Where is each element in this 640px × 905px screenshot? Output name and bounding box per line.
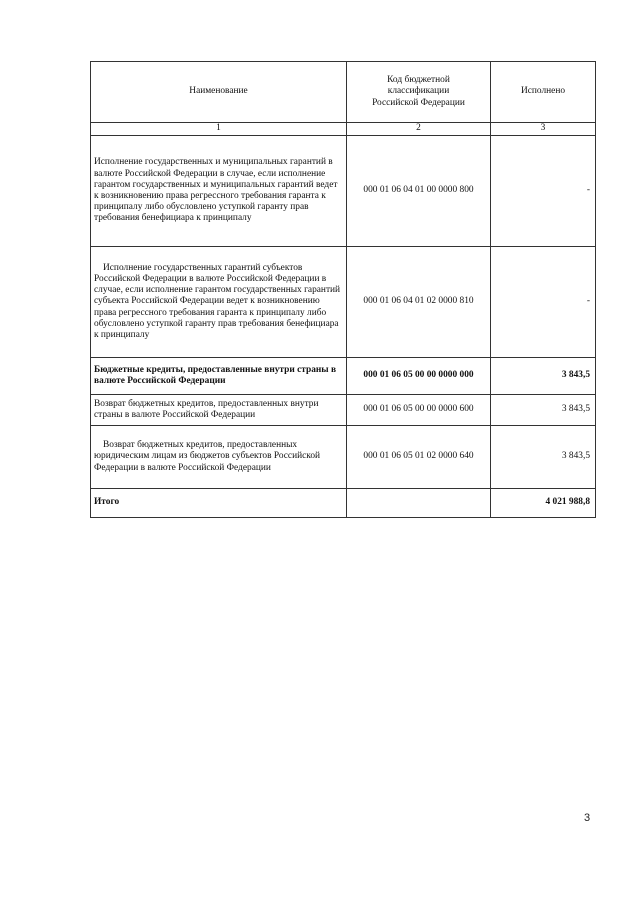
row-name: Возврат бюджетных кредитов, предоставленных внутри страны в валюте Российской Федерации: [91, 395, 347, 426]
total-label: Итого: [91, 489, 347, 518]
budget-execution-table: [90, 61, 596, 518]
column-number-row: [91, 123, 596, 136]
header-name: Наименование: [91, 62, 347, 123]
row-name: Возврат бюджетных кредитов, предоставленных юридическим лицам из бюджетов субъектов Российской Федерации в валюте Российской Федерации: [91, 426, 347, 489]
column-number: 3: [491, 123, 596, 136]
row-executed: -: [491, 247, 596, 358]
column-number: 2: [347, 123, 491, 136]
row-code: 000 01 06 05 00 00 0000 600: [347, 395, 491, 426]
row-executed: 3 843,5: [491, 395, 596, 426]
table-row: [91, 426, 596, 489]
header-code: Код бюджетной классификации Российской Федерации: [347, 62, 491, 123]
row-executed: 3 843,5: [491, 358, 596, 395]
total-code: [347, 489, 491, 518]
row-code: 000 01 06 05 01 02 0000 640: [347, 426, 491, 489]
row-name: Бюджетные кредиты, предоставленные внутри страны в валюте Российской Федерации: [91, 358, 347, 395]
row-executed: -: [491, 136, 596, 247]
table-row: [91, 247, 596, 358]
row-executed: 3 843,5: [491, 426, 596, 489]
page-number: 3: [584, 812, 591, 824]
table-row: [91, 358, 596, 395]
row-name: Исполнение государственных гарантий субъектов Российской Федерации в валюте Российской Федерации в случае, если исполнение гарантом государственных гарантий субъекта Российской Федерации ведет к возникновению права регрессного требования гаранта к принципалу либо обусловлено уступкой гаранту прав требования бенефициара к принципалу: [91, 247, 347, 358]
total-row: [91, 489, 596, 518]
row-code: 000 01 06 05 00 00 0000 000: [347, 358, 491, 395]
table-row: [91, 395, 596, 426]
header-executed: Исполнено: [491, 62, 596, 123]
row-code: 000 01 06 04 01 02 0000 810: [347, 247, 491, 358]
total-executed: 4 021 988,8: [491, 489, 596, 518]
row-name: Исполнение государственных и муниципальных гарантий в валюте Российской Федерации в случае, если исполнение гарантом государственных и муниципальных гарантий ведет к возникновению права регрессного требования гаранта к принципалу либо обусловлено уступкой гаранту прав требования бенефициара к принципалу: [91, 136, 347, 247]
table-row: [91, 136, 596, 247]
row-code: 000 01 06 04 01 00 0000 800: [347, 136, 491, 247]
table-header-row: [91, 62, 596, 123]
column-number: 1: [91, 123, 347, 136]
